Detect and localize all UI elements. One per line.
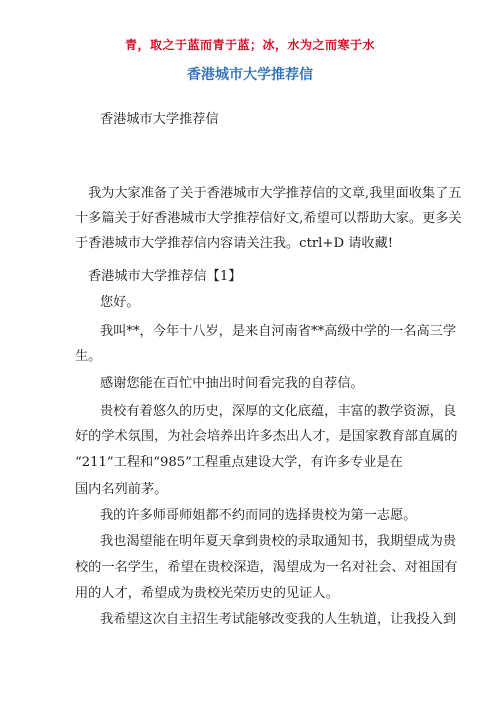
paragraph-line: 校的一名学生，希望在贵校深造，渴望成为一名对社会、对祖国有 [75, 560, 458, 575]
section-heading: 香港城市大学推荐信【1】 [88, 269, 242, 284]
paragraph-line: 贵校有着悠久的历史，深厚的文化底蕴，丰富的教学资源，良 [100, 404, 457, 419]
header-motto: 青，取之于蓝而青于蓝；冰，水为之而寒于水 [124, 38, 375, 52]
intro-line: 于香港城市大学推荐信内容请关注我。ctrl+D 请收藏! [75, 236, 394, 251]
intro-line: 十多篇关于好香港城市大学推荐信好文,希望可以帮助大家。更多关 [75, 211, 462, 226]
document-title: 香港城市大学推荐信 [187, 67, 313, 83]
paragraph-line: 国内名列前茅。 [75, 482, 168, 497]
paragraph-line: 我的许多师哥师姐都不约而同的选择贵校为第一志愿。 [100, 508, 417, 523]
intro-line: 我为大家准备了关于香港城市大学推荐信的文章,我里面收集了五 [88, 186, 462, 201]
paragraph-line: 生。 [75, 349, 102, 364]
paragraph-line: 我也渴望能在明年夏天拿到贵校的录取通知书，我期望成为贵 [100, 534, 457, 549]
paragraph-line: 我希望这次自主招生考试能够改变我的人生轨道，让我投入到 [100, 612, 457, 627]
paragraph-line: 我叫**，今年十八岁，是来自河南省**高级中学的一名高三学 [100, 324, 457, 339]
paragraph-line: “211”工程和“985”工程重点建设大学，有许多专业是在 [75, 455, 403, 470]
greeting: 您好。 [100, 295, 140, 310]
paragraph-line: 感谢您能在百忙中抽出时间看完我的自荐信。 [100, 376, 364, 391]
document-subtitle: 香港城市大学推荐信 [100, 112, 219, 127]
paragraph-line: 好的学术氛围，为社会培养出许多杰出人才，是国家教育部直属的 [75, 429, 458, 444]
paragraph-line: 用的人才，希望成为贵校光荣历史的见证人。 [75, 586, 339, 601]
